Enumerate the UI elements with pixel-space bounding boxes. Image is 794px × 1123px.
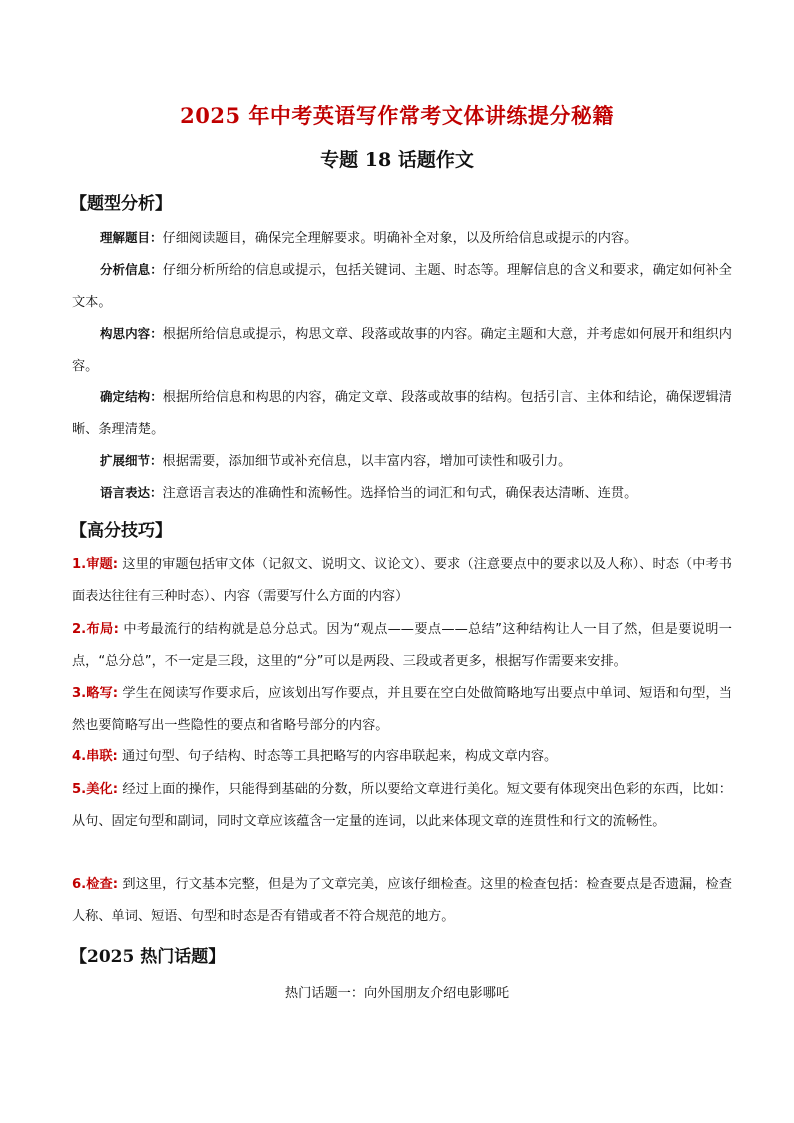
tip-item	[72, 678, 732, 741]
analysis-item	[72, 318, 732, 382]
tip-text: 学生在阅读写作要求后，应该划出写作要点，并且要在空白处做简略地写出要点中单词、短语和句型，当然也要简略写出一些隐性的要点和省略号部分的内容。	[72, 686, 732, 733]
tip-label: 2.布局:	[72, 622, 119, 637]
tip-label: 3.略写:	[72, 686, 119, 701]
tip-item	[72, 614, 732, 677]
analysis-item	[72, 222, 732, 255]
tip-item	[72, 741, 732, 773]
tip-item	[72, 774, 732, 837]
tip-text: 到这里，行文基本完整，但是为了文章完美，应该仔细检查。这里的检查包括：检查要点是否遗漏，检查人称、单词、短语、句型和时态是否有错或者不符合规范的地方。	[72, 877, 732, 924]
analysis-term: 语言表达：	[100, 485, 163, 500]
analysis-text: 根据所给信息和构思的内容，确定文章、段落或故事的结构。包括引言、主体和结论，确保逻辑清晰、条理清楚。	[72, 390, 732, 437]
analysis-item	[72, 381, 732, 445]
analysis-term: 扩展细节：	[100, 453, 163, 468]
tip-text: 经过上面的操作，只能得到基础的分数，所以要给文章进行美化。短文要有体现突出色彩的东西，比如：从句、固定句型和副词，同时文章应该蕴含一定量的连词，以此来体现文章的连贯性和行文的流畅性。	[72, 782, 732, 829]
tip-item	[72, 869, 732, 932]
section-heading-tips: 【高分技巧】	[70, 521, 172, 541]
tip-text: 通过句型、句子结构、时态等工具把略写的内容串联起来，构成文章内容。	[122, 749, 558, 764]
analysis-text: 仔细分析所给的信息或提示，包括关键词、主题、时态等。理解信息的含义和要求，确定如何补全文本。	[72, 263, 732, 310]
analysis-term: 确定结构：	[100, 389, 163, 404]
tip-text: 中考最流行的结构就是总分总式。因为“观点——要点——总结”这种结构让人一目了然，但是要说明一点，“总分总”，不一定是三段，这里的“分”可以是两段、三段或者更多，根据写作需要来安排。	[72, 622, 732, 669]
tip-label: 1.审题:	[72, 557, 119, 572]
tip-label: 5.美化:	[72, 782, 119, 797]
analysis-term: 理解题目：	[100, 230, 163, 245]
section-heading-analysis: 【题型分析】	[70, 194, 172, 214]
tip-label: 4.串联:	[72, 749, 118, 764]
analysis-text: 仔细阅读题目，确保完全理解要求。明确补全对象，以及所给信息或提示的内容。	[162, 231, 638, 246]
analysis-term: 构思内容：	[100, 326, 163, 341]
hot-topic-title: 热门话题一：向外国朋友介绍电影哪吒	[284, 986, 510, 1001]
analysis-text: 根据需要，添加细节或补充信息，以丰富内容，增加可读性和吸引力。	[162, 454, 572, 469]
analysis-text: 注意语言表达的准确性和流畅性。选择恰当的词汇和句式，确保表达清晰、连贯。	[162, 486, 638, 501]
tip-item	[72, 549, 732, 612]
analysis-item	[72, 477, 732, 510]
analysis-item	[72, 254, 732, 318]
document-subtitle: 专题 18 话题作文	[320, 149, 474, 171]
analysis-term: 分析信息：	[100, 262, 163, 277]
tip-label: 6.检查:	[72, 877, 119, 892]
document-title: 2025 年中考英语写作常考文体讲练提分秘籍	[180, 103, 614, 128]
tip-text: 这里的审题包括审文体（记叙文、说明文、议论文）、要求（注意要点中的要求以及人称）、时态（中考书面表达往往有三种时态）、内容（需要写什么方面的内容）	[72, 557, 732, 604]
analysis-item	[72, 445, 732, 478]
section-heading-hot-topics: 【2025 热门话题】	[70, 947, 226, 967]
analysis-text: 根据所给信息或提示，构思文章、段落或故事的内容。确定主题和大意，并考虑如何展开和组织内容。	[72, 327, 732, 374]
